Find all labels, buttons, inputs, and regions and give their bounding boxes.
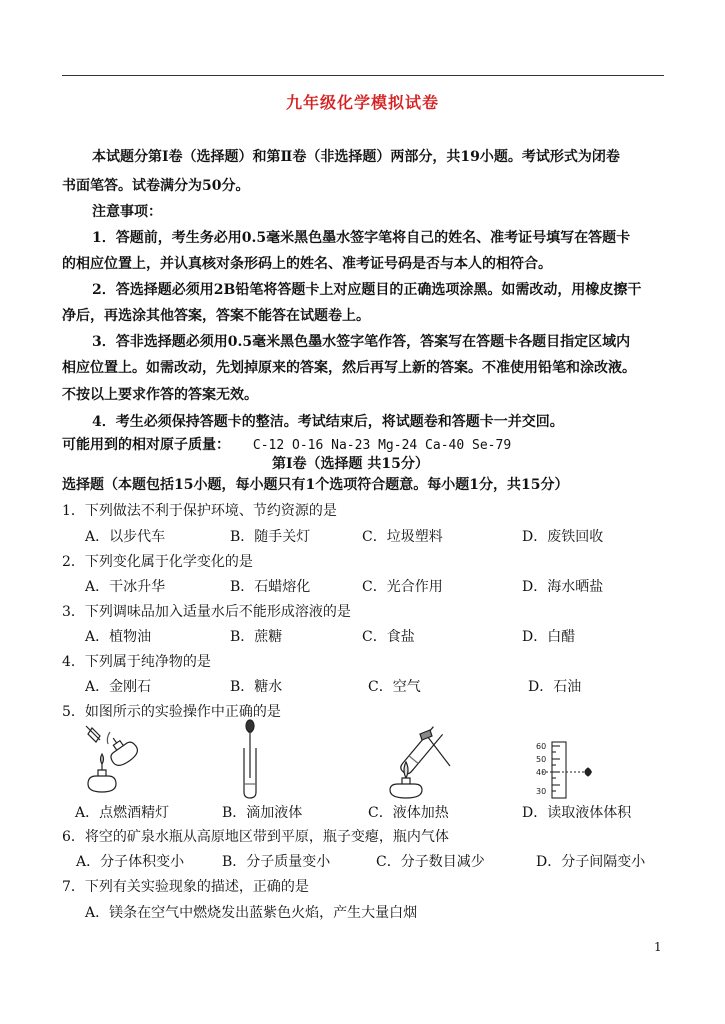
option-d: D．海水晒盐	[522, 579, 604, 595]
top-rule	[62, 75, 664, 76]
option-c: C．垃圾塑料	[362, 529, 443, 545]
option-b: B．随手关灯	[230, 529, 311, 545]
notice-item: 2．答选择题必须用2B铅笔将答题卡上对应题目的正确选项涂黑。如需改动，用橡皮擦干	[92, 282, 642, 298]
notice-heading: 注意事项：	[92, 204, 162, 220]
option-d: D．读取液体体积	[522, 805, 632, 821]
notice-item: 3．答非选择题必须用0.5毫米黑色墨水签字笔作答，答案写在答题卡各题目指定区域内	[92, 334, 631, 350]
option-b: B．糖水	[230, 679, 283, 695]
cylinder-tick-label: 40	[536, 768, 547, 777]
option-c: C．空气	[368, 679, 421, 695]
option-a: A．金刚石	[85, 679, 152, 695]
measuring-cylinder-figure	[532, 738, 604, 800]
option-b: B．石蜡熔化	[230, 579, 311, 595]
notice-item: 的相应位置上，并认真核对条形码上的姓名、准考证号码是否与本人的相符合。	[62, 256, 552, 272]
section-instruction: 选择题（本题包括15小题，每小题只有1个选项符合题意。每小题1分，共15分）	[62, 477, 569, 493]
page-number: 1	[654, 940, 662, 954]
option-a: A．分子体积变小	[76, 854, 185, 870]
intro-line-2: 书面笔答。试卷满分为50分。	[62, 178, 250, 194]
atomic-mass-values: C-12 O-16 Na-23 Mg-24 Ca-40 Se-79	[252, 438, 512, 453]
question-stem: 5．如图所示的实验操作中正确的是	[62, 704, 281, 720]
option-d: D．分子间隔变小	[536, 854, 646, 870]
option-d: D．白醋	[522, 629, 576, 645]
option-a: A．以步代车	[85, 529, 166, 545]
notice-item: 不按以上要求作答的答案无效。	[62, 387, 258, 403]
option-d: D．石油	[528, 679, 582, 695]
atomic-mass-label: 可能用到的相对原子质量：	[62, 437, 230, 453]
alcohol-lamp-figure	[78, 724, 150, 796]
cylinder-tick-label: 50	[536, 755, 547, 764]
option-c: C．液体加热	[368, 805, 449, 821]
cylinder-tick-label: 60	[536, 742, 547, 751]
option-b: B．蔗糖	[230, 629, 283, 645]
option-a: A．干冰升华	[85, 579, 166, 595]
notice-item: 净后，再选涂其他答案，答案不能答在试题卷上。	[62, 308, 370, 324]
option-b: B．滴加液体	[222, 805, 303, 821]
notice-item: 1．答题前，考生务必用0.5毫米黑色墨水签字笔将自己的姓名、准考证号填写在答题卡	[92, 230, 631, 246]
question-stem: 7．下列有关实验现象的描述，正确的是	[62, 879, 309, 895]
option-a: A．植物油	[85, 629, 152, 645]
option-a: A．点燃酒精灯	[75, 805, 170, 821]
option-d: D．废铁回收	[522, 529, 604, 545]
notice-item: 相应位置上。如需改动，先划掉原来的答案，然后再写上新的答案。不准使用铅笔和涂改液。	[62, 360, 636, 376]
option-b: B．分子质量变小	[222, 854, 331, 870]
question-stem: 3．下列调味品加入适量水后不能形成溶液的是	[62, 604, 351, 620]
intro-line-1: 本试题分第Ⅰ卷（选择题）和第Ⅱ卷（非选择题）两部分，共19小题。考试形式为闭卷	[92, 149, 620, 165]
option-a: A．镁条在空气中燃烧发出蓝紫色火焰，产生大量白烟	[85, 905, 418, 921]
option-c: C．食盐	[362, 629, 415, 645]
question-stem: 6．将空的矿泉水瓶从高原地区带到平原，瓶子变瘪，瓶内气体	[62, 829, 449, 845]
cylinder-tick-label: 30	[536, 787, 547, 796]
notice-item: 4．考生必须保持答题卡的整洁。考试结束后，将试题卷和答题卡一并交回。	[92, 414, 564, 430]
question-stem: 2．下列变化属于化学变化的是	[62, 554, 253, 570]
atomic-mass-line	[62, 434, 511, 454]
question-stem: 1．下列做法不利于保护环境、节约资源的是	[62, 503, 337, 519]
question-stem: 4．下列属于纯净物的是	[62, 654, 211, 670]
option-c: C．分子数目减少	[376, 854, 485, 870]
section-title: 第Ⅰ卷（选择题 共15分）	[272, 456, 429, 472]
heating-liquid-figure	[380, 722, 460, 800]
page-title: 九年级化学模拟试卷	[285, 93, 439, 112]
dropper-test-tube-figure	[232, 718, 272, 800]
option-c: C．光合作用	[362, 579, 443, 595]
